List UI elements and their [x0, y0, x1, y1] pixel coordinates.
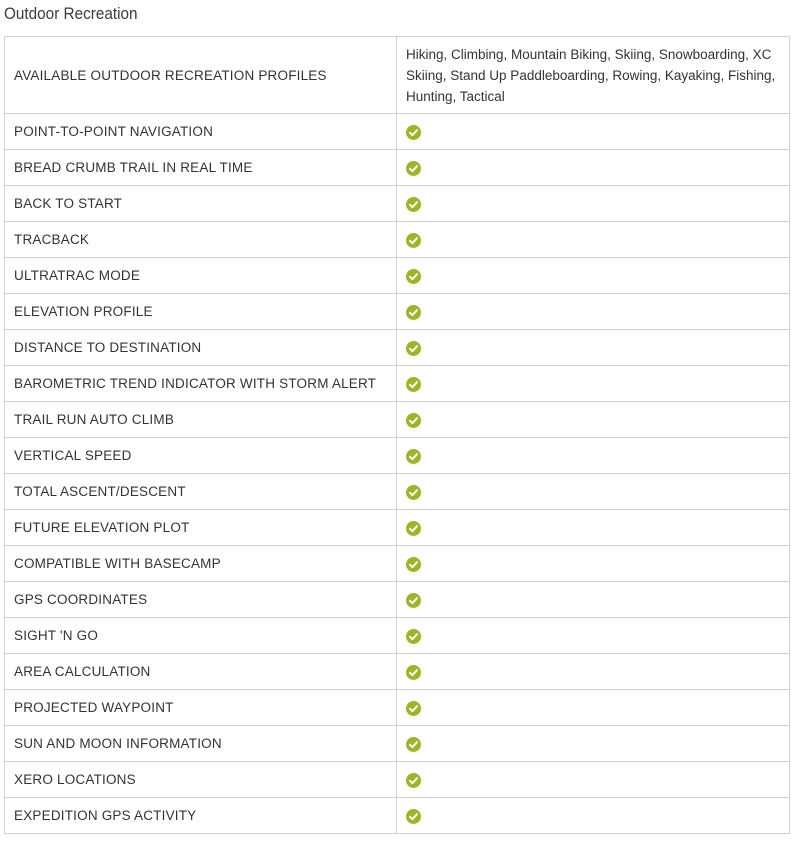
- checkmark-icon: [406, 161, 421, 176]
- feature-label: COMPATIBLE WITH BASECAMP: [5, 546, 397, 582]
- feature-label: BACK TO START: [5, 186, 397, 222]
- feature-label: BAROMETRIC TREND INDICATOR WITH STORM ALERT: [5, 366, 397, 402]
- feature-value-cell: [397, 474, 790, 510]
- feature-value-cell: [397, 186, 790, 222]
- table-row: [5, 798, 790, 834]
- checkmark-icon: [406, 197, 421, 212]
- checkmark-icon: [406, 269, 421, 284]
- checkmark-icon: [406, 305, 421, 320]
- table-row: [5, 726, 790, 762]
- checkmark-icon: [406, 377, 421, 392]
- feature-label: POINT-TO-POINT NAVIGATION: [5, 114, 397, 150]
- feature-value-cell: [397, 726, 790, 762]
- feature-value-cell: [397, 654, 790, 690]
- checkmark-icon: [406, 629, 421, 644]
- checkmark-icon: [406, 233, 421, 248]
- feature-value-cell: [397, 150, 790, 186]
- feature-value-cell: [397, 582, 790, 618]
- feature-value-cell: [397, 114, 790, 150]
- checkmark-icon: [406, 665, 421, 680]
- checkmark-icon: [406, 485, 421, 500]
- feature-value-cell: [397, 798, 790, 834]
- checkmark-icon: [406, 521, 421, 536]
- checkmark-icon: [406, 449, 421, 464]
- feature-value-cell: [397, 222, 790, 258]
- feature-label: SIGHT 'N GO: [5, 618, 397, 654]
- checkmark-icon: [406, 125, 421, 140]
- table-row: [5, 186, 790, 222]
- feature-label: TRAIL RUN AUTO CLIMB: [5, 402, 397, 438]
- feature-value-cell: [397, 546, 790, 582]
- feature-value-cell: [397, 402, 790, 438]
- checkmark-icon: [406, 593, 421, 608]
- table-row: [5, 258, 790, 294]
- checkmark-icon: [406, 341, 421, 356]
- feature-value-cell: [397, 762, 790, 798]
- table-row: [5, 690, 790, 726]
- table-row: [5, 366, 790, 402]
- checkmark-icon: [406, 413, 421, 428]
- checkmark-icon: [406, 701, 421, 716]
- table-row: [5, 114, 790, 150]
- feature-value: Hiking, Climbing, Mountain Biking, Skiing, Snowboarding, XC Skiing, Stand Up Paddleboarding, Rowing, Kayaking, Fishing, Hunting, Tactical: [397, 37, 790, 114]
- feature-label: SUN AND MOON INFORMATION: [5, 726, 397, 762]
- table-row: [5, 37, 790, 114]
- table-row: [5, 546, 790, 582]
- spec-table: [4, 36, 790, 834]
- feature-value-cell: [397, 294, 790, 330]
- feature-label: FUTURE ELEVATION PLOT: [5, 510, 397, 546]
- feature-label: PROJECTED WAYPOINT: [5, 690, 397, 726]
- feature-value-cell: [397, 510, 790, 546]
- feature-value-cell: [397, 366, 790, 402]
- checkmark-icon: [406, 809, 421, 824]
- checkmark-icon: [406, 737, 421, 752]
- table-row: [5, 402, 790, 438]
- feature-label: AREA CALCULATION: [5, 654, 397, 690]
- feature-value-cell: [397, 618, 790, 654]
- feature-label: BREAD CRUMB TRAIL IN REAL TIME: [5, 150, 397, 186]
- feature-value-cell: [397, 438, 790, 474]
- table-row: [5, 654, 790, 690]
- feature-label: EXPEDITION GPS ACTIVITY: [5, 798, 397, 834]
- feature-label: VERTICAL SPEED: [5, 438, 397, 474]
- feature-value-cell: [397, 690, 790, 726]
- table-row: [5, 330, 790, 366]
- table-row: [5, 150, 790, 186]
- feature-label: TRACBACK: [5, 222, 397, 258]
- feature-label: GPS COORDINATES: [5, 582, 397, 618]
- feature-label: AVAILABLE OUTDOOR RECREATION PROFILES: [5, 37, 397, 114]
- table-row: [5, 438, 790, 474]
- feature-label: ULTRATRAC MODE: [5, 258, 397, 294]
- feature-label: TOTAL ASCENT/DESCENT: [5, 474, 397, 510]
- table-row: [5, 582, 790, 618]
- feature-value-cell: [397, 258, 790, 294]
- table-row: [5, 618, 790, 654]
- feature-label: XERO LOCATIONS: [5, 762, 397, 798]
- table-row: [5, 762, 790, 798]
- feature-label: ELEVATION PROFILE: [5, 294, 397, 330]
- table-row: [5, 222, 790, 258]
- feature-label: DISTANCE TO DESTINATION: [5, 330, 397, 366]
- table-row: [5, 294, 790, 330]
- checkmark-icon: [406, 773, 421, 788]
- table-row: [5, 510, 790, 546]
- table-row: [5, 474, 790, 510]
- section-title: Outdoor Recreation: [4, 4, 138, 23]
- checkmark-icon: [406, 557, 421, 572]
- feature-value-cell: [397, 330, 790, 366]
